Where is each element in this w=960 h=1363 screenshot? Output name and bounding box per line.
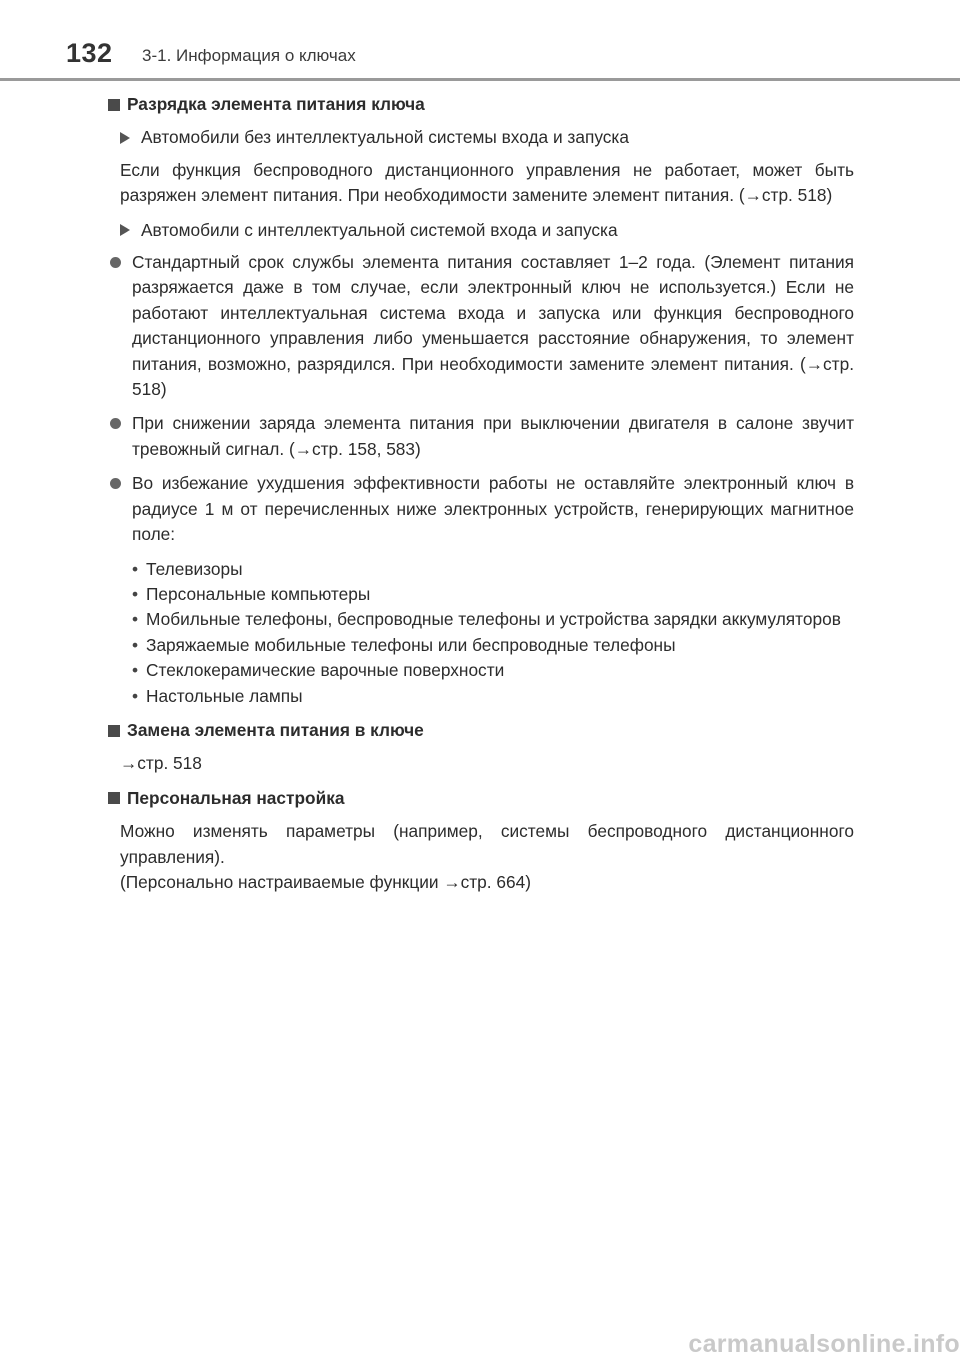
- square-bullet-icon: [108, 725, 120, 737]
- page-header: [0, 0, 960, 80]
- list-item-text: Стандартный срок службы элемента питания составляет 1–2 года. (Элемент питания разряжается даже в том случае, если электронный ключ не используется.) Если не работают интеллектуальная система входа и запуска или функция беспроводного дистанционного управления либо уменьшается расстояние обнаружения, то элемент питания, возможно, разрядился. При необходимости замените элемент питания. (→стр. 518): [132, 252, 854, 400]
- paragraph-remote-not-working: Если функция беспроводного дистанционного управления не работает, может быть разряжен элемент питания. При необходимости замените элемент питания. (→стр. 518): [120, 159, 854, 206]
- list-item-low-battery-alarm: [104, 411, 854, 462]
- list-item-text: Во избежание ухудшения эффективности работы не оставляйте электронный ключ в радиусе 1 м от перечисленных ниже электронных устройств, генерирующих магнитное поле:: [132, 473, 854, 545]
- heading-text: Разрядка элемента питания ключа: [127, 94, 425, 114]
- header-divider: [0, 78, 960, 81]
- bullet-dot-icon: •: [132, 609, 139, 630]
- list-item: • Мобильные телефоны, беспроводные телефоны и устройства зарядки аккумуляторов: [132, 607, 854, 632]
- list-item-magnetic-devices: [104, 471, 854, 547]
- list-item: • Заряжаемые мобильные телефоны или беспроводные телефоны: [132, 633, 854, 658]
- subheading-with-smart-entry: [104, 218, 854, 243]
- list-item-text: При снижении заряда элемента питания при выключении двигателя в салоне звучит тревожный сигнал. (→стр. 158, 583): [132, 413, 854, 459]
- heading-text: Персональная настройка: [127, 787, 345, 808]
- heading-battery-replacement: [104, 718, 854, 743]
- subheading-without-smart-entry: [104, 125, 854, 150]
- watermark: carmanualsonline.info: [688, 1330, 960, 1358]
- heading-battery-depletion: [104, 92, 854, 117]
- square-bullet-icon: [108, 99, 120, 111]
- bullet-dot-icon: •: [132, 558, 139, 579]
- square-bullet-icon: [108, 792, 120, 804]
- subheading-text: Автомобили без интеллектуальной системы входа и запуска: [141, 127, 629, 148]
- list-item: • Персональные компьютеры: [132, 582, 854, 607]
- list-item: • Настольные лампы: [132, 684, 854, 709]
- section-title: 3-1. Информация о ключах: [142, 46, 356, 65]
- page-reference: →стр. 518: [120, 753, 202, 774]
- heading-text: Замена элемента питания в ключе: [127, 719, 424, 740]
- device-list: [104, 557, 854, 709]
- subheading-text: Автомобили с интеллектуальной системой входа и запуска: [141, 219, 618, 240]
- list-item: • Телевизоры: [132, 557, 854, 582]
- bullet-dot-icon: •: [132, 583, 139, 604]
- page-number: 132: [66, 38, 113, 68]
- paragraph-settings: Можно изменять параметры (например, системы беспроводного дистанционного управления).: [120, 821, 854, 867]
- triangle-right-icon: [120, 224, 130, 236]
- list-item-battery-life: [104, 250, 854, 402]
- triangle-right-icon: [120, 132, 130, 144]
- circle-bullet-icon: [110, 418, 121, 429]
- page-content: [104, 92, 854, 904]
- paragraph-settings-reference: (Персонально настраиваемые функции →стр. 664): [120, 871, 531, 892]
- bullet-dot-icon: •: [132, 660, 139, 681]
- bullet-dot-icon: •: [132, 685, 139, 706]
- heading-personal-settings: [104, 786, 854, 811]
- bullet-dot-icon: •: [132, 634, 139, 655]
- list-item: • Стеклокерамические варочные поверхности: [132, 658, 854, 683]
- circle-bullet-icon: [110, 478, 121, 489]
- circle-bullet-icon: [110, 257, 121, 268]
